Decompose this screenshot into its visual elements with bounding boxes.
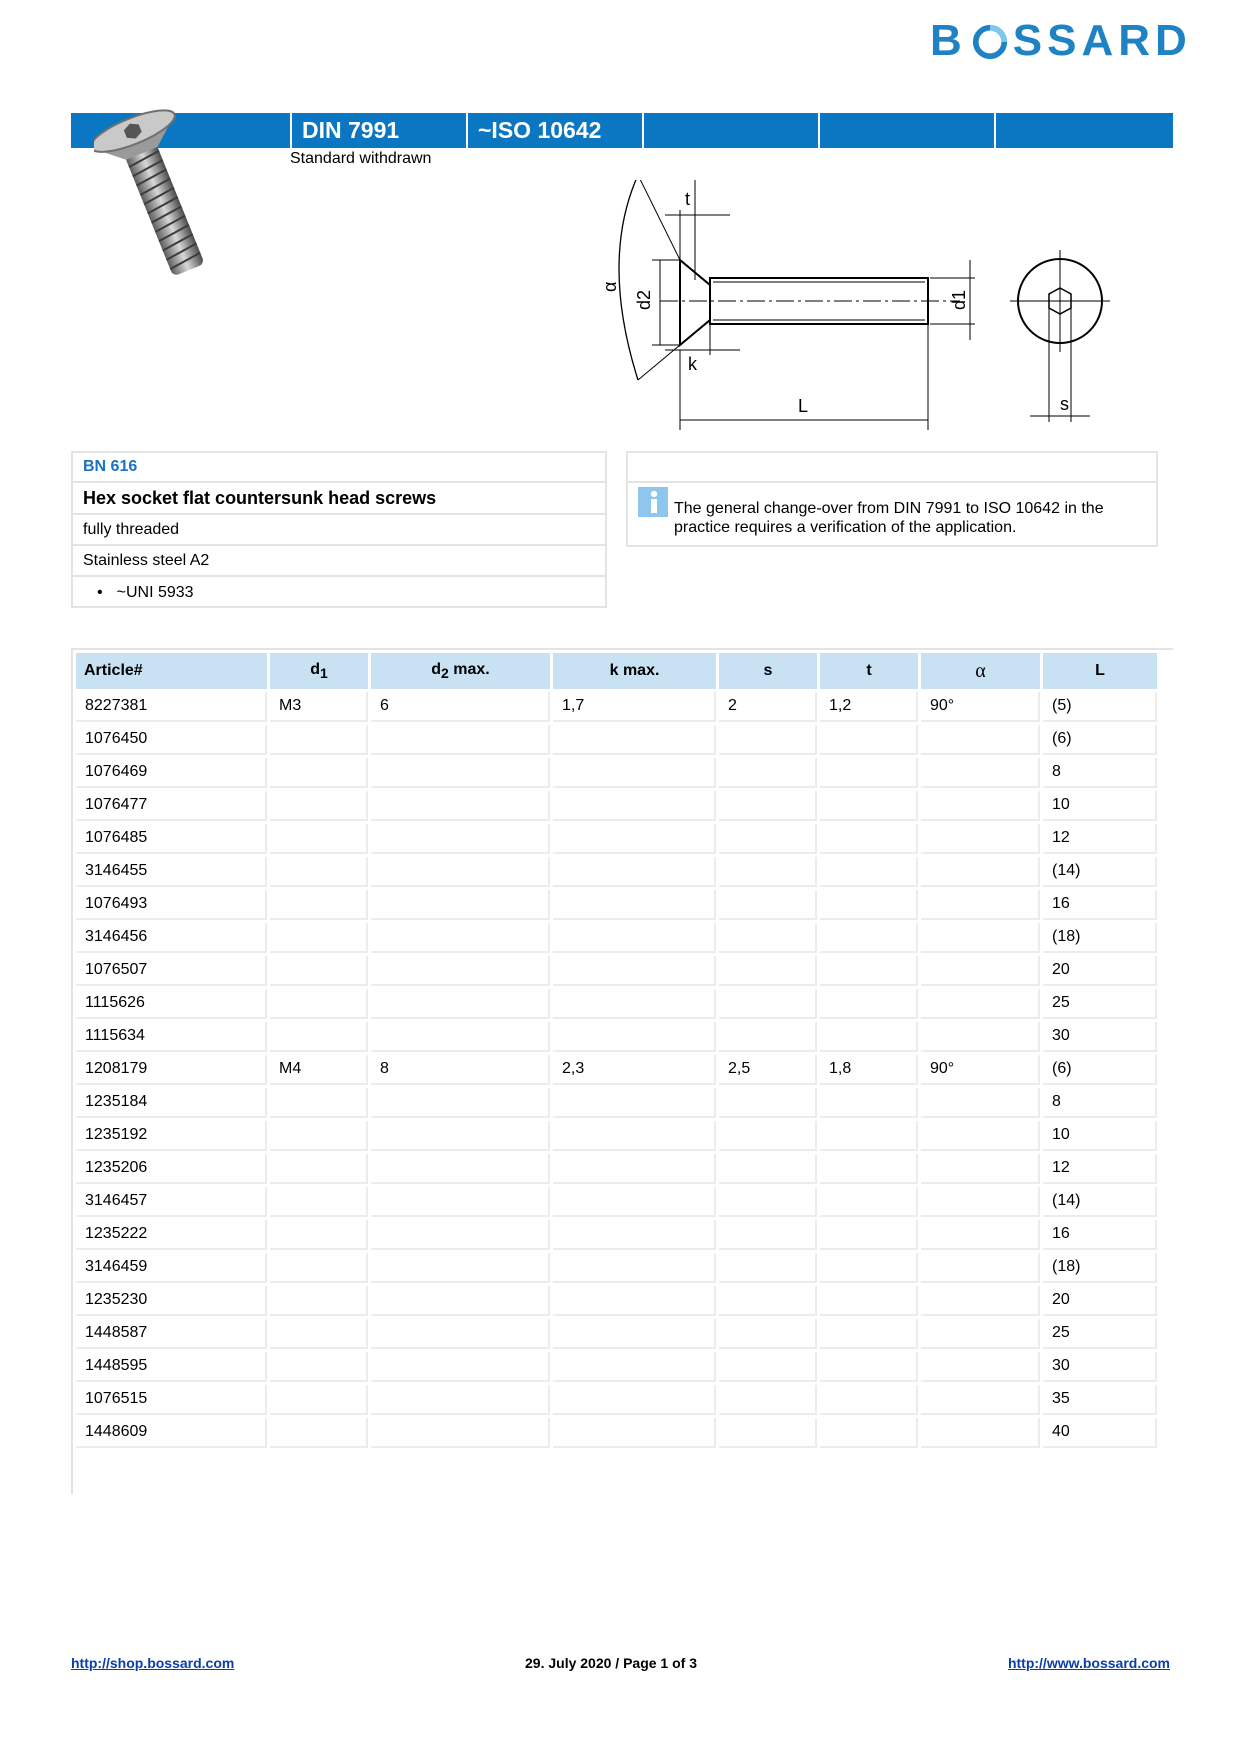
cell-s: [719, 1319, 817, 1349]
cell-t: 1,8: [820, 1055, 918, 1085]
cell-s: [719, 989, 817, 1019]
table-row: [76, 1385, 1157, 1415]
cell-article-number: 3146459: [76, 1253, 267, 1283]
cell-d1: [270, 857, 368, 887]
cell-length: 20: [1043, 956, 1157, 986]
table-row: [76, 1220, 1157, 1250]
product-material: Stainless steel A2: [73, 546, 605, 577]
table-row: [76, 989, 1157, 1019]
screw-photo: [94, 106, 224, 286]
standard-iso: ~ISO 10642: [466, 113, 642, 148]
cell-length: 16: [1043, 1220, 1157, 1250]
cell-alpha: [921, 1352, 1040, 1382]
cell-d1: [270, 1022, 368, 1052]
cell-d1: [270, 725, 368, 755]
cell-d2-max: [371, 989, 550, 1019]
cell-k-max: [553, 725, 716, 755]
cell-s: [719, 758, 817, 788]
cell-t: [820, 956, 918, 986]
table-row: [76, 1088, 1157, 1118]
cell-length: (18): [1043, 923, 1157, 953]
bullet-icon: •: [97, 583, 103, 601]
cell-s: [719, 1022, 817, 1052]
cell-d1: [270, 1187, 368, 1217]
cell-k-max: [553, 1319, 716, 1349]
drawing-label-k: k: [688, 354, 697, 374]
cell-d2-max: [371, 1385, 550, 1415]
cell-alpha: [921, 1418, 1040, 1448]
cell-k-max: [553, 1154, 716, 1184]
cell-k-max: [553, 1022, 716, 1052]
info-note-header: [628, 453, 1156, 483]
cell-article-number: 1115634: [76, 1022, 267, 1052]
cell-alpha: [921, 1253, 1040, 1283]
table-row: [76, 1286, 1157, 1316]
cell-length: 20: [1043, 1286, 1157, 1316]
logo-letter-b: B: [930, 16, 967, 65]
cell-t: [820, 824, 918, 854]
cell-length: (5): [1043, 692, 1157, 722]
cell-d2-max: 8: [371, 1055, 550, 1085]
equivalent-list-item: [73, 577, 605, 608]
cell-d1: [270, 989, 368, 1019]
cell-length: 30: [1043, 1022, 1157, 1052]
cell-d2-max: [371, 1220, 550, 1250]
column-header-d1: $d_1$: [270, 653, 368, 689]
cell-s: [719, 1220, 817, 1250]
website-link[interactable]: http://www.bossard.com: [1007, 1655, 1170, 1671]
table-row: [76, 1121, 1157, 1151]
cell-k-max: [553, 1121, 716, 1151]
cell-length: 10: [1043, 1121, 1157, 1151]
cell-s: [719, 890, 817, 920]
cell-t: [820, 1088, 918, 1118]
table-row: [76, 923, 1157, 953]
cell-s: [719, 1385, 817, 1415]
cell-alpha: [921, 1220, 1040, 1250]
cell-k-max: [553, 1187, 716, 1217]
table-row: [76, 956, 1157, 986]
product-threading: fully threaded: [73, 515, 605, 546]
cell-k-max: [553, 1220, 716, 1250]
cell-length: 30: [1043, 1352, 1157, 1382]
info-note-body: [628, 483, 1156, 545]
cell-s: [719, 824, 817, 854]
cell-d1: [270, 1319, 368, 1349]
cell-d2-max: [371, 956, 550, 986]
cell-s: [719, 956, 817, 986]
cell-d1: M4: [270, 1055, 368, 1085]
cell-t: [820, 1121, 918, 1151]
cell-d2-max: [371, 1022, 550, 1052]
cell-d2-max: [371, 923, 550, 953]
cell-d2-max: [371, 758, 550, 788]
cell-d1: [270, 1154, 368, 1184]
cell-alpha: [921, 725, 1040, 755]
cell-length: 25: [1043, 989, 1157, 1019]
article-table-body: [76, 692, 1157, 1448]
footer-right: [1008, 1655, 1170, 1671]
cell-t: [820, 1319, 918, 1349]
cell-k-max: [553, 824, 716, 854]
cell-alpha: [921, 923, 1040, 953]
cell-s: 2,5: [719, 1055, 817, 1085]
cell-t: [820, 1220, 918, 1250]
cell-d1: [270, 923, 368, 953]
cell-k-max: [553, 1352, 716, 1382]
cell-d2-max: [371, 824, 550, 854]
drawing-label-d2: d2: [634, 289, 654, 310]
cell-article-number: 8227381: [76, 692, 267, 722]
cell-length: (14): [1043, 857, 1157, 887]
cell-d2-max: [371, 1253, 550, 1283]
footer-left: [71, 1655, 234, 1671]
column-header-t: t: [820, 653, 918, 689]
cell-t: [820, 1253, 918, 1283]
cell-article-number: 1235192: [76, 1121, 267, 1151]
article-table-container: [71, 648, 1173, 1494]
cell-s: [719, 1418, 817, 1448]
cell-d1: [270, 1121, 368, 1151]
cell-s: [719, 1253, 817, 1283]
cell-t: [820, 857, 918, 887]
cell-s: 2: [719, 692, 817, 722]
cell-alpha: [921, 824, 1040, 854]
standards-bar: [71, 113, 1173, 148]
cell-length: 12: [1043, 1154, 1157, 1184]
cell-k-max: [553, 956, 716, 986]
cell-alpha: [921, 1154, 1040, 1184]
cell-d2-max: 6: [371, 692, 550, 722]
table-row: [76, 692, 1157, 722]
table-row: [76, 1319, 1157, 1349]
cell-k-max: [553, 1286, 716, 1316]
cell-d2-max: [371, 1418, 550, 1448]
cell-alpha: [921, 1319, 1040, 1349]
cell-article-number: 1235184: [76, 1088, 267, 1118]
cell-s: [719, 791, 817, 821]
cell-t: [820, 1154, 918, 1184]
cell-article-number: 1448595: [76, 1352, 267, 1382]
table-row: [76, 1154, 1157, 1184]
cell-d1: [270, 1088, 368, 1118]
column-header-k: k max.: [553, 653, 716, 689]
info-note-box: [626, 451, 1158, 547]
cell-article-number: 1076450: [76, 725, 267, 755]
cell-t: [820, 758, 918, 788]
cell-d1: M3: [270, 692, 368, 722]
drawing-label-s: s: [1060, 394, 1069, 414]
cell-d1: [270, 758, 368, 788]
cell-d1: [270, 1220, 368, 1250]
cell-article-number: 1076469: [76, 758, 267, 788]
cell-alpha: 90°: [921, 1055, 1040, 1085]
cell-d2-max: [371, 1088, 550, 1118]
cell-article-number: 1235230: [76, 1286, 267, 1316]
cell-s: [719, 923, 817, 953]
cell-article-number: 3146456: [76, 923, 267, 953]
table-row: [76, 1187, 1157, 1217]
cell-article-number: 1076493: [76, 890, 267, 920]
cell-t: [820, 1022, 918, 1052]
info-note-text: The general change-over from DIN 7991 to ISO 10642 in the practice requires a verification of the application.: [674, 500, 1104, 536]
cell-s: [719, 1187, 817, 1217]
cell-alpha: 90°: [921, 692, 1040, 722]
drawing-label-t: t: [685, 189, 691, 209]
cell-d1: [270, 956, 368, 986]
product-title: Hex socket flat countersunk head screws: [73, 483, 605, 515]
bossard-logo: [930, 18, 1192, 64]
cell-length: (6): [1043, 1055, 1157, 1085]
cell-k-max: [553, 1385, 716, 1415]
product-box: [71, 451, 607, 608]
column-header-article: Article#: [76, 653, 267, 689]
table-row: [76, 1055, 1157, 1085]
cell-d2-max: [371, 725, 550, 755]
cell-length: 8: [1043, 758, 1157, 788]
column-header-s: s: [719, 653, 817, 689]
cell-d2-max: [371, 1286, 550, 1316]
cell-k-max: [553, 1088, 716, 1118]
footer-date-page: 29. July 2020 / Page 1 of 3: [525, 1655, 697, 1671]
cell-d2-max: [371, 1121, 550, 1151]
cell-s: [719, 1286, 817, 1316]
technical-drawing: [580, 180, 1150, 430]
cell-article-number: 1235206: [76, 1154, 267, 1184]
cell-d1: [270, 1352, 368, 1382]
cell-k-max: [553, 1418, 716, 1448]
bn-number: BN 616: [73, 453, 605, 483]
column-header-d2: $d_2$ max.: [371, 653, 550, 689]
cell-k-max: 1,7: [553, 692, 716, 722]
drawing-label-d1: d1: [949, 289, 969, 310]
drawing-label-l: L: [798, 396, 809, 416]
cell-d2-max: [371, 1154, 550, 1184]
cell-k-max: [553, 989, 716, 1019]
table-row: [76, 824, 1157, 854]
cell-d1: [270, 1385, 368, 1415]
table-row: [76, 890, 1157, 920]
cell-s: [719, 857, 817, 887]
cell-t: [820, 725, 918, 755]
cell-k-max: [553, 791, 716, 821]
article-table: [73, 650, 1160, 1451]
cell-article-number: 1076485: [76, 824, 267, 854]
cell-length: 10: [1043, 791, 1157, 821]
cell-d1: [270, 1418, 368, 1448]
cell-alpha: [921, 956, 1040, 986]
cell-t: [820, 1418, 918, 1448]
drawing-label-alpha: α: [600, 281, 620, 292]
logo-ring-icon: [971, 18, 1009, 64]
cell-s: [719, 1088, 817, 1118]
table-row: [76, 758, 1157, 788]
table-row: [76, 1022, 1157, 1052]
cell-article-number: 1076477: [76, 791, 267, 821]
cell-d1: [270, 824, 368, 854]
cell-t: [820, 923, 918, 953]
cell-d2-max: [371, 1319, 550, 1349]
table-row: [76, 725, 1157, 755]
cell-t: [820, 1286, 918, 1316]
cell-alpha: [921, 1286, 1040, 1316]
standard-empty-1: [642, 113, 818, 148]
cell-d2-max: [371, 791, 550, 821]
cell-d2-max: [371, 890, 550, 920]
cell-alpha: [921, 890, 1040, 920]
table-row: [76, 1418, 1157, 1448]
cell-s: [719, 1154, 817, 1184]
cell-k-max: [553, 857, 716, 887]
cell-length: (18): [1043, 1253, 1157, 1283]
cell-length: 12: [1043, 824, 1157, 854]
cell-length: (14): [1043, 1187, 1157, 1217]
column-header-alpha: α: [921, 653, 1040, 689]
cell-article-number: 3146457: [76, 1187, 267, 1217]
cell-article-number: 1448587: [76, 1319, 267, 1349]
cell-k-max: 2,3: [553, 1055, 716, 1085]
cell-alpha: [921, 1121, 1040, 1151]
table-row: [76, 857, 1157, 887]
cell-alpha: [921, 989, 1040, 1019]
table-row: [76, 1352, 1157, 1382]
cell-t: 1,2: [820, 692, 918, 722]
cell-k-max: [553, 758, 716, 788]
cell-alpha: [921, 1385, 1040, 1415]
cell-length: (6): [1043, 725, 1157, 755]
logo-letters-rest: SSARD: [1012, 16, 1192, 65]
cell-d2-max: [371, 1187, 550, 1217]
table-row: [76, 791, 1157, 821]
cell-article-number: 3146455: [76, 857, 267, 887]
standard-empty-2: [818, 113, 994, 148]
cell-length: 35: [1043, 1385, 1157, 1415]
cell-length: 16: [1043, 890, 1157, 920]
cell-article-number: 1448609: [76, 1418, 267, 1448]
standard-empty-3: [994, 113, 1173, 148]
cell-length: 25: [1043, 1319, 1157, 1349]
cell-article-number: 1076515: [76, 1385, 267, 1415]
cell-d2-max: [371, 1352, 550, 1382]
cell-t: [820, 1352, 918, 1382]
column-header-l: L: [1043, 653, 1157, 689]
cell-article-number: 1076507: [76, 956, 267, 986]
info-icon: [638, 487, 668, 517]
cell-alpha: [921, 1022, 1040, 1052]
table-header-row: [76, 653, 1157, 689]
cell-k-max: [553, 923, 716, 953]
cell-t: [820, 791, 918, 821]
standard-status: Standard withdrawn: [290, 150, 432, 167]
table-row: [76, 1253, 1157, 1283]
cell-d1: [270, 890, 368, 920]
cell-article-number: 1115626: [76, 989, 267, 1019]
cell-k-max: [553, 1253, 716, 1283]
cell-alpha: [921, 1187, 1040, 1217]
equivalent-standard: ~UNI 5933: [116, 583, 194, 601]
cell-s: [719, 1121, 817, 1151]
cell-article-number: 1208179: [76, 1055, 267, 1085]
cell-k-max: [553, 890, 716, 920]
cell-d2-max: [371, 857, 550, 887]
cell-d1: [270, 1286, 368, 1316]
cell-t: [820, 890, 918, 920]
cell-alpha: [921, 857, 1040, 887]
shop-link[interactable]: http://shop.bossard.com: [71, 1655, 235, 1671]
cell-t: [820, 1385, 918, 1415]
cell-alpha: [921, 758, 1040, 788]
cell-alpha: [921, 1088, 1040, 1118]
cell-article-number: 1235222: [76, 1220, 267, 1250]
cell-s: [719, 1352, 817, 1382]
cell-d1: [270, 791, 368, 821]
cell-length: 40: [1043, 1418, 1157, 1448]
cell-t: [820, 989, 918, 1019]
cell-t: [820, 1187, 918, 1217]
cell-d1: [270, 1253, 368, 1283]
cell-alpha: [921, 791, 1040, 821]
standard-din: DIN 7991: [290, 113, 466, 148]
cell-length: 8: [1043, 1088, 1157, 1118]
cell-s: [719, 725, 817, 755]
